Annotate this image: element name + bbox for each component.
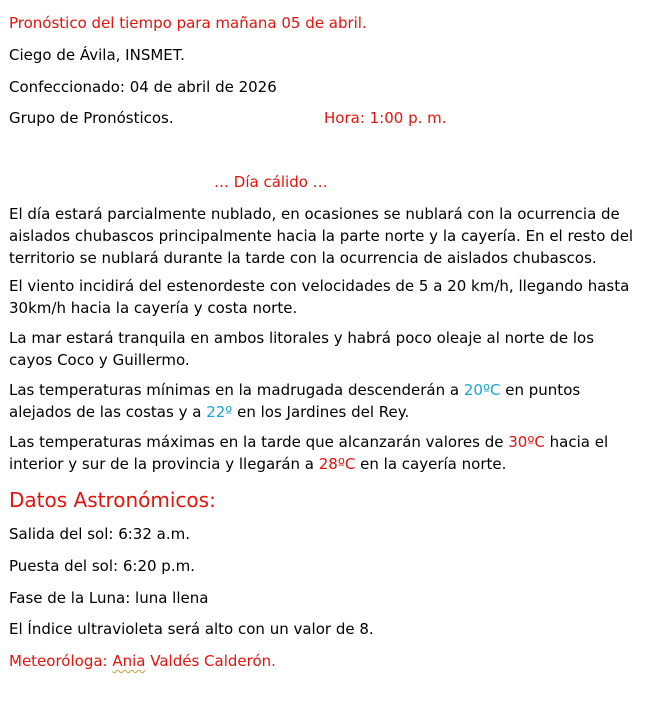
max-temp-text-2: hacia el interior y sur de la provincia y llegarán a: [9, 433, 609, 473]
sea-paragraph: La mar estará tranquila en ambos litorales y habrá poco oleaje al norte de los cayos Coco y Guillermo.: [9, 329, 595, 369]
max-temp-text-3: en la cayería norte.: [355, 455, 507, 473]
wind-paragraph: El viento incidirá del estenordeste con velocidades de 5 a 20 km/h, llegando hasta 30km/h hacia la cayería y costa norte.: [9, 277, 630, 317]
max-temp-text-1: Las temperaturas máximas en la tarde que alcanzarán valores de: [9, 433, 509, 451]
min-temperature-paragraph: [9, 379, 639, 423]
forecast-title: Pronóstico del tiempo para mañana 05 de abril.: [9, 14, 367, 32]
headline: … Día cálido …: [214, 173, 328, 191]
signature-first-name: Ania: [112, 652, 146, 670]
sunrise-line: Salida del sol: 6:32 a.m.: [9, 525, 190, 543]
min-temp-text-1: Las temperaturas mínimas en la madrugada descenderán a: [9, 381, 464, 399]
group-line: Grupo de Pronósticos.: [9, 109, 174, 127]
moon-phase-line: Fase de la Luna: luna llena: [9, 589, 209, 607]
max-temp-value-keys: 28ºC: [318, 455, 356, 473]
sky-paragraph: El día estará parcialmente nublado, en ocasiones se nublará con la ocurrencia de aislados chubascos principalmente hacia la parte norte y la cayería. En el resto del territorio se nublará durante la tarde con la ocurrencia de aislados chubascos.: [9, 205, 634, 267]
min-temp-text-3: en los Jardines del Rey.: [232, 403, 410, 421]
signature-rest: Valdés Calderón.: [145, 652, 276, 670]
max-temperature-paragraph: [9, 431, 639, 475]
min-temp-text-2: en puntos alejados de las costas y a: [9, 381, 581, 421]
meteorologist-signature: [9, 652, 276, 670]
sunset-line: Puesta del sol: 6:20 p.m.: [9, 557, 195, 575]
max-temp-value-inland: 30ºC: [508, 433, 545, 451]
min-temp-value-keys: 22º: [206, 403, 233, 421]
min-temp-value-inland: 20ºC: [463, 381, 501, 399]
forecast-time: Hora: 1:00 p. m.: [324, 109, 447, 127]
uv-index-line: El Índice ultravioleta será alto con un valor de 8.: [9, 620, 374, 638]
astro-heading: Datos Astronómicos:: [9, 488, 216, 512]
signature-label: Meteoróloga:: [9, 652, 113, 670]
made-on-line: Confeccionado: 04 de abril de 2026: [9, 78, 277, 96]
location-line: Ciego de Ávila, INSMET.: [9, 46, 185, 64]
